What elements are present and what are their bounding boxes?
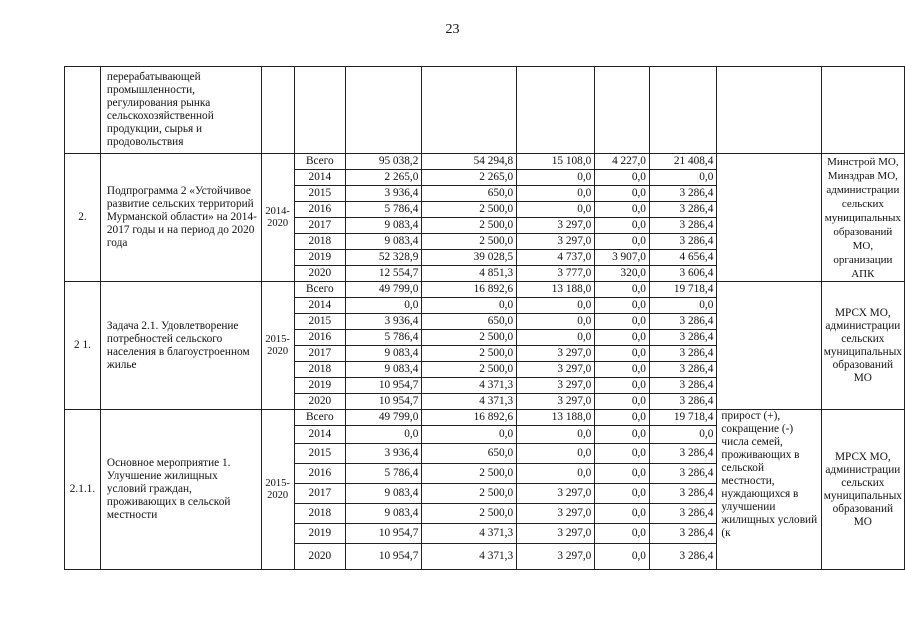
value-cell: 0,0: [595, 234, 650, 250]
table-row: [65, 154, 905, 170]
total-cell: 10 954,7: [346, 378, 422, 394]
value-cell: 3 286,4: [649, 314, 716, 330]
name-cell: перерабатывающей промышленности, регулирования рынка сельскохозяйственной продукции, сырья и продовольствия: [100, 67, 261, 154]
value-cell: 0,0: [649, 170, 716, 186]
total-cell: 3 936,4: [346, 186, 422, 202]
year-cell: 2018: [294, 362, 346, 378]
value-cell: 54 294,8: [422, 154, 517, 170]
year-cell: 2015: [294, 444, 346, 464]
value-cell: 3 297,0: [517, 394, 595, 410]
value-cell: 3 297,0: [517, 234, 595, 250]
value-cell: 3 286,4: [649, 234, 716, 250]
year-cell: 2018: [294, 234, 346, 250]
value-cell: 0,0: [595, 346, 650, 362]
value-cell: 2 500,0: [422, 362, 517, 378]
value-cell: 3 286,4: [649, 202, 716, 218]
value-cell: 4 227,0: [595, 154, 650, 170]
value-cell: 3 907,0: [595, 250, 650, 266]
value-cell: 19 718,4: [649, 410, 716, 426]
name-cell: Основное мероприятие 1. Улучшение жилищных условий граждан, проживающих в сельской местности: [100, 410, 261, 570]
year-cell: 2020: [294, 266, 346, 282]
executor-cell: Минстрой МО, Минздрав МО, администрации сельских муниципальных образований МО, организации АПК: [821, 154, 904, 282]
value-cell: 3 286,4: [649, 186, 716, 202]
value-cell: 0,0: [595, 426, 650, 444]
year-cell: 2014: [294, 298, 346, 314]
value-cell: 0,0: [517, 464, 595, 484]
year-cell: Всего: [294, 154, 346, 170]
value-cell: 4 656,4: [649, 250, 716, 266]
value-cell: 0,0: [517, 202, 595, 218]
program-table: [64, 66, 905, 570]
value-cell: 2 500,0: [422, 484, 517, 504]
value-cell: 16 892,6: [422, 282, 517, 298]
total-cell: 9 083,4: [346, 346, 422, 362]
value-cell: 2 500,0: [422, 504, 517, 524]
value-cell: 0,0: [595, 410, 650, 426]
value-cell: 0,0: [595, 282, 650, 298]
total-cell: 3 936,4: [346, 314, 422, 330]
total-cell: 2 265,0: [346, 170, 422, 186]
value-cell: 3 297,0: [517, 362, 595, 378]
value-cell: [422, 67, 517, 154]
page-number: 23: [445, 22, 460, 37]
index-cell: 2.1.1.: [65, 410, 101, 570]
value-cell: 15 108,0: [517, 154, 595, 170]
value-cell: 4 371,3: [422, 544, 517, 570]
year-cell: 2015: [294, 186, 346, 202]
year-cell: 2020: [294, 394, 346, 410]
value-cell: 3 286,4: [649, 444, 716, 464]
value-cell: 3 777,0: [517, 266, 595, 282]
table-body: [65, 67, 905, 570]
value-cell: 3 297,0: [517, 378, 595, 394]
value-cell: 0,0: [595, 298, 650, 314]
value-cell: 0,0: [517, 170, 595, 186]
total-cell: 0,0: [346, 426, 422, 444]
value-cell: 0,0: [595, 186, 650, 202]
value-cell: [517, 67, 595, 154]
total-cell: 9 083,4: [346, 504, 422, 524]
value-cell: 3 286,4: [649, 504, 716, 524]
total-cell: 5 786,4: [346, 464, 422, 484]
value-cell: 0,0: [517, 298, 595, 314]
value-cell: 0,0: [517, 314, 595, 330]
total-cell: 49 799,0: [346, 410, 422, 426]
value-cell: 0,0: [595, 524, 650, 544]
year-cell: 2016: [294, 202, 346, 218]
value-cell: 3 286,4: [649, 464, 716, 484]
value-cell: 16 892,6: [422, 410, 517, 426]
value-cell: 4 371,3: [422, 524, 517, 544]
indicator-cell: [717, 282, 821, 410]
value-cell: 3 297,0: [517, 218, 595, 234]
value-cell: 3 297,0: [517, 544, 595, 570]
value-cell: 2 500,0: [422, 234, 517, 250]
value-cell: 21 408,4: [649, 154, 716, 170]
value-cell: [595, 67, 650, 154]
value-cell: 2 500,0: [422, 202, 517, 218]
value-cell: 3 286,4: [649, 346, 716, 362]
year-cell: 2015: [294, 314, 346, 330]
value-cell: 0,0: [422, 298, 517, 314]
value-cell: 3 286,4: [649, 330, 716, 346]
value-cell: 3 286,4: [649, 362, 716, 378]
value-cell: 2 500,0: [422, 330, 517, 346]
value-cell: 3 286,4: [649, 218, 716, 234]
value-cell: 2 500,0: [422, 346, 517, 362]
year-cell: Всего: [294, 282, 346, 298]
value-cell: 320,0: [595, 266, 650, 282]
value-cell: 0,0: [649, 426, 716, 444]
value-cell: 2 265,0: [422, 170, 517, 186]
year-cell: 2019: [294, 524, 346, 544]
total-cell: 9 083,4: [346, 218, 422, 234]
executor-cell: [821, 67, 904, 154]
total-cell: 9 083,4: [346, 362, 422, 378]
value-cell: 0,0: [595, 544, 650, 570]
total-cell: 10 954,7: [346, 544, 422, 570]
value-cell: 13 188,0: [517, 282, 595, 298]
index-cell: 2.: [65, 154, 101, 282]
period-cell: 2015-2020: [261, 410, 294, 570]
value-cell: 0,0: [517, 426, 595, 444]
table-row: [65, 282, 905, 298]
total-cell: 9 083,4: [346, 484, 422, 504]
value-cell: 13 188,0: [517, 410, 595, 426]
value-cell: 4 371,3: [422, 378, 517, 394]
year-cell: [294, 67, 346, 154]
period-cell: 2015-2020: [261, 282, 294, 410]
value-cell: 19 718,4: [649, 282, 716, 298]
period-cell: 2014-2020: [261, 154, 294, 282]
value-cell: 2 500,0: [422, 464, 517, 484]
value-cell: 0,0: [517, 186, 595, 202]
value-cell: 0,0: [517, 444, 595, 464]
value-cell: 0,0: [595, 314, 650, 330]
value-cell: 3 297,0: [517, 524, 595, 544]
value-cell: 3 297,0: [517, 484, 595, 504]
value-cell: 4 737,0: [517, 250, 595, 266]
year-cell: 2018: [294, 504, 346, 524]
year-cell: 2019: [294, 378, 346, 394]
total-cell: 10 954,7: [346, 394, 422, 410]
value-cell: 3 297,0: [517, 504, 595, 524]
total-cell: 9 083,4: [346, 234, 422, 250]
executor-cell: МРСХ МО, администрации сельских муниципальных образований МО: [821, 410, 904, 570]
year-cell: 2019: [294, 250, 346, 266]
value-cell: 3 286,4: [649, 484, 716, 504]
total-cell: 49 799,0: [346, 282, 422, 298]
value-cell: 0,0: [595, 484, 650, 504]
total-cell: 12 554,7: [346, 266, 422, 282]
name-cell: Задача 2.1. Удовлетворение потребностей сельского населения в благоустроенном жилье: [100, 282, 261, 410]
total-cell: 0,0: [346, 298, 422, 314]
period-cell: [261, 67, 294, 154]
value-cell: 0,0: [595, 330, 650, 346]
year-cell: 2014: [294, 170, 346, 186]
table-row: [65, 410, 905, 426]
total-cell: 5 786,4: [346, 330, 422, 346]
value-cell: 0,0: [595, 170, 650, 186]
year-cell: Всего: [294, 410, 346, 426]
value-cell: 3 286,4: [649, 394, 716, 410]
total-cell: 3 936,4: [346, 444, 422, 464]
indicator-cell: [717, 67, 821, 154]
table-row: [65, 67, 905, 154]
value-cell: [346, 67, 422, 154]
year-cell: 2014: [294, 426, 346, 444]
value-cell: 3 286,4: [649, 524, 716, 544]
year-cell: 2017: [294, 484, 346, 504]
indicator-cell: [717, 154, 821, 282]
index-cell: 2 1.: [65, 282, 101, 410]
value-cell: 0,0: [595, 202, 650, 218]
executor-cell: МРСХ МО, администрации сельских муниципальных образований МО: [821, 282, 904, 410]
value-cell: 0,0: [595, 218, 650, 234]
year-cell: 2016: [294, 464, 346, 484]
value-cell: 4 851,3: [422, 266, 517, 282]
value-cell: 0,0: [595, 444, 650, 464]
value-cell: 39 028,5: [422, 250, 517, 266]
value-cell: 0,0: [595, 378, 650, 394]
value-cell: 650,0: [422, 444, 517, 464]
value-cell: 3 297,0: [517, 346, 595, 362]
value-cell: 0,0: [517, 330, 595, 346]
value-cell: 0,0: [595, 504, 650, 524]
value-cell: 650,0: [422, 314, 517, 330]
value-cell: 3 286,4: [649, 378, 716, 394]
value-cell: 4 371,3: [422, 394, 517, 410]
name-cell: Подпрограмма 2 «Устойчивое развитие сельских территорий Мурманской области» на 2014-2017 годы и на период до 2020 года: [100, 154, 261, 282]
total-cell: 95 038,2: [346, 154, 422, 170]
total-cell: 52 328,9: [346, 250, 422, 266]
index-cell: [65, 67, 101, 154]
value-cell: 3 286,4: [649, 544, 716, 570]
value-cell: [649, 67, 716, 154]
value-cell: 0,0: [595, 394, 650, 410]
total-cell: 5 786,4: [346, 202, 422, 218]
year-cell: 2017: [294, 346, 346, 362]
year-cell: 2020: [294, 544, 346, 570]
value-cell: 0,0: [422, 426, 517, 444]
value-cell: 0,0: [595, 362, 650, 378]
year-cell: 2016: [294, 330, 346, 346]
value-cell: 0,0: [649, 298, 716, 314]
value-cell: 0,0: [595, 464, 650, 484]
value-cell: 3 606,4: [649, 266, 716, 282]
year-cell: 2017: [294, 218, 346, 234]
indicator-cell: прирост (+), сокращение (-) числа семей, проживающих в сельской местности, нуждающихся в улучшении жилищных условий (к: [717, 410, 821, 570]
value-cell: 2 500,0: [422, 218, 517, 234]
value-cell: 650,0: [422, 186, 517, 202]
total-cell: 10 954,7: [346, 524, 422, 544]
